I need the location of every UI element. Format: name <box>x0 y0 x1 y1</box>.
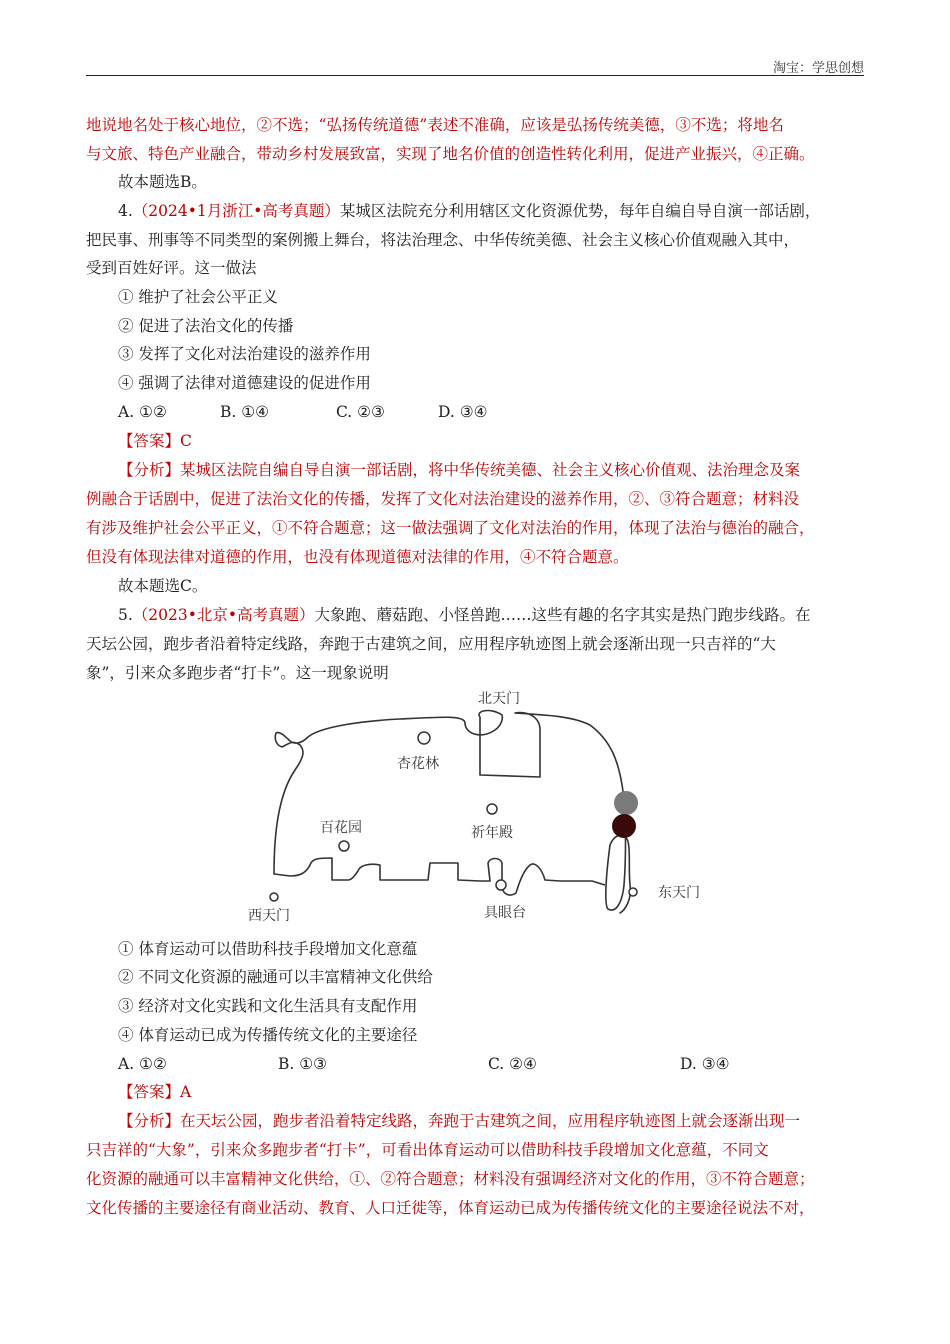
q4-source: （2024•1月浙江•高考真题） <box>132 202 340 220</box>
q4-conclusion: 故本题选C。 <box>118 577 208 595</box>
q4-answer <box>118 431 192 451</box>
q5-source: （2023•北京•高考真题） <box>132 606 315 624</box>
q5-stem-line-3: 象”，引来众多跑步者“打卡”。这一现象说明 <box>86 664 389 682</box>
q5-stem-line-1 <box>118 605 811 625</box>
q5-answer-label: 【答案】 <box>118 1083 181 1101</box>
q4-answer-label: 【答案】 <box>118 432 181 450</box>
east-gate-label: 东天门 <box>658 885 700 901</box>
apricot-grove-marker <box>418 732 430 744</box>
q5-item-1: ① 体育运动可以借助科技手段增加文化意蕴 <box>118 940 418 958</box>
q5-analysis-line-4: 文化传播的主要途径有商业活动、教育、人口迁徙等，体育运动已成为传播传统文化的主要途径说法不对， <box>86 1199 815 1217</box>
q4-analysis-line-3: 有涉及维护社会公平正义，①不符合题意；这一做法强调了文化对法治的作用，体现了法治与德治的融合， <box>86 519 815 537</box>
east-gate-marker <box>629 888 637 896</box>
q5-option-d: D. ③④ <box>680 1055 730 1073</box>
q4-item-3: ③ 发挥了文化对法治建设的滋养作用 <box>118 345 371 363</box>
q4-stem-line-3: 受到百姓好评。这一做法 <box>86 259 257 277</box>
prev-analysis-line-2: 与文旅、特色产业融合，带动乡村发展致富，实现了地名价值的创造性转化利用，促进产业振兴，④正确。 <box>86 145 815 163</box>
start-marker-dark <box>612 814 636 838</box>
page-header <box>86 55 864 76</box>
q4-analysis-line-1 <box>118 460 800 480</box>
q5-option-a: A. ①② <box>118 1055 167 1073</box>
jumentai-label: 具眼台 <box>484 905 526 921</box>
west-gate-label: 西天门 <box>248 908 290 924</box>
q4-analysis-1: 某城区法院自编自导自演一部话剧，将中华传统美德、社会主义核心价值观、法治理念及案 <box>180 461 801 479</box>
q5-answer-value: A <box>180 1083 192 1101</box>
jumentai-marker <box>496 880 506 890</box>
q5-stem-1: 大象跑、蘑菇跑、小怪兽跑……这些有趣的名字其实是热门跑步线路。在 <box>314 606 811 624</box>
header-text: 淘宝：学思创想 <box>772 61 864 76</box>
hundred-flower-marker <box>339 841 349 851</box>
prev-analysis-line-1: 地说地名处于核心地位，②不选；“弘扬传统道德”表述不准确，应该是弘扬传统美德，③不选；将地名 <box>86 116 784 134</box>
q5-answer <box>118 1082 191 1102</box>
qinian-hall-label: 祈年殿 <box>471 825 513 841</box>
q4-option-b: B. ①④ <box>220 403 270 421</box>
q4-stem-1: 某城区法院充分利用辖区文化资源优势，每年自编自导自演一部话剧， <box>339 202 821 220</box>
elephant-route-map <box>240 685 720 930</box>
apricot-grove-label: 杏花林 <box>397 756 439 772</box>
q4-answer-value: C <box>180 432 192 450</box>
prev-conclusion: 故本题选B。 <box>118 173 207 191</box>
elephant-route-path <box>274 711 630 913</box>
q5-analysis-line-3: 化资源的融通可以丰富精神文化供给，①、②符合题意；材料没有强调经济对文化的作用，③不符合题意； <box>86 1170 815 1188</box>
q5-stem-line-2: 天坛公园，跑步者沿着特定线路，奔跑于古建筑之间，应用程序轨迹图上就会逐渐出现一只吉祥的“大 <box>86 635 776 653</box>
north-gate-label: 北天门 <box>478 691 520 707</box>
elephant-legs-path <box>274 858 605 895</box>
q4-item-2: ② 促进了法治文化的传播 <box>118 317 294 335</box>
q4-stem-line-2: 把民事、刑事等不同类型的案例搬上舞台，将法治理念、中华传统美德、社会主义核心价值观融入其中， <box>86 231 800 249</box>
q5-analysis-line-2: 只吉祥的“大象”，引来众多跑步者“打卡”，可看出体育运动可以借助科技手段增加文化意蕴，不同文 <box>86 1141 769 1159</box>
q5-number: 5. <box>118 606 133 624</box>
q4-option-d: D. ③④ <box>438 403 488 421</box>
q4-number: 4. <box>118 202 133 220</box>
west-gate-marker <box>270 893 278 901</box>
q4-stem-line-1 <box>118 201 820 221</box>
q4-option-c: C. ②③ <box>336 403 385 421</box>
q4-item-4: ④ 强调了法律对道德建设的促进作用 <box>118 374 371 392</box>
q4-analysis-line-2: 例融合于话剧中，促进了法治文化的传播，发挥了文化对法治建设的滋养作用，②、③符合题意；材料没 <box>86 490 800 508</box>
q5-item-4: ④ 体育运动已成为传播传统文化的主要途径 <box>118 1026 418 1044</box>
q5-item-2: ② 不同文化资源的融通可以丰富精神文化供给 <box>118 968 433 986</box>
q4-option-a: A. ①② <box>118 403 167 421</box>
q5-option-b: B. ①③ <box>278 1055 328 1073</box>
q5-analysis-label: 【分析】 <box>118 1112 181 1130</box>
start-marker-gray <box>614 791 638 815</box>
q4-analysis-line-4: 但没有体现法律对道德的作用，也没有体现道德对法律的作用，④不符合题意。 <box>86 548 629 566</box>
q5-option-c: C. ②④ <box>488 1055 537 1073</box>
hundred-flower-label: 百花园 <box>320 820 362 836</box>
qinian-hall-marker <box>487 804 497 814</box>
q5-item-3: ③ 经济对文化实践和文化生活具有支配作用 <box>118 997 418 1015</box>
q5-analysis-line-1 <box>118 1111 800 1131</box>
q5-analysis-1: 在天坛公园，跑步者沿着特定线路，奔跑于古建筑之间，应用程序轨迹图上就会逐渐出现一 <box>180 1112 801 1130</box>
q4-item-1: ① 维护了社会公平正义 <box>118 288 278 306</box>
q4-analysis-label: 【分析】 <box>118 461 181 479</box>
